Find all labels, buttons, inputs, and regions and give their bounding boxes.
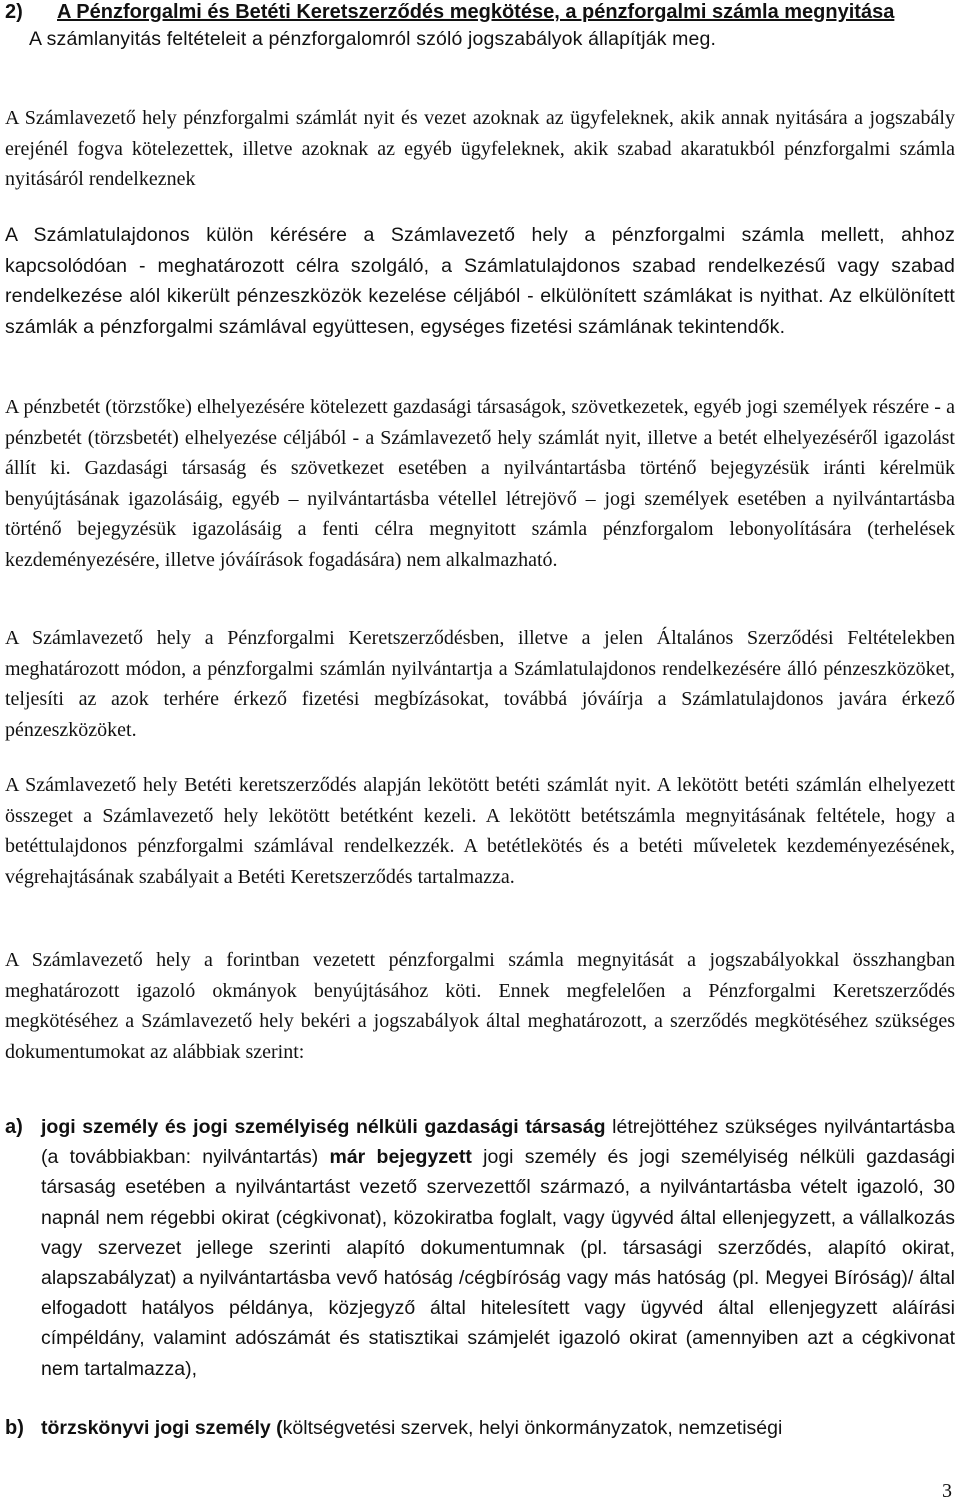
list-b-bold-1: törzskönyvi jogi személy ( xyxy=(41,1417,283,1439)
paragraph-7: A Számlavezető hely a forintban vezetett pénzforgalmi számla megnyitását a jogszabályokkal összhangban meghatározott igazoló okmányok benyújtásához köti. Ennek megfelelően a Pénzforgalmi Keretszerződés megkötéséhez a Számlavezető hely bekéri a jogszabályok által meghatározott, a szerződés megkötéséhez szükséges dokumentumokat az alábbiak szerint: xyxy=(5,949,955,1063)
section-heading xyxy=(5,0,894,24)
list-a-bold-1: jogi személy és jogi személyiség nélküli gazdasági társaság xyxy=(41,1116,606,1138)
list-a-text-2: jogi személy és jogi személyiség nélküli gazdasági társaság esetében a nyilvántartást vezető szervezettől származó, a nyilvántartásba vételt igazoló, 30 napnál nem régebbi okirat (cégkivonat), közokiratba foglalt, vagy ügyvéd által ellenjegyzett, a vállalkozás vagy szervezet jellege szerinti alapító dokumentumnak (pl. társasági szerződés, alapító okirat, alapszabályzat) a nyilvántartásba vevő hatóság /cégbíróság vagy más hatóság (pl. Megyei Bíróság)/ által elfogadott hatályos példánya, közjegyző által hitelesített vagy ügyvéd által ellenjegyzett aláírási címpéldány, valamint adószámát és statisztikai számjelét igazoló okirat (amennyiben azt a cégkivonat nem tartalmazza), xyxy=(41,1146,955,1380)
page-number: 3 xyxy=(942,1480,952,1502)
section-title: A Pénzforgalmi és Betéti Keretszerződés megkötése, a pénzforgalmi számla megnyitása xyxy=(57,1,895,23)
list-a-text-1: létrejöttéhez szükséges nyilvántartásba (a továbbiakban: nyilvántartás) xyxy=(41,1116,955,1169)
section-number: 2) xyxy=(5,1,23,23)
list-body-b xyxy=(41,1413,955,1443)
paragraph-1: A számlanyitás feltételeit a pénzforgalomról szóló jogszabályok állapítják meg. xyxy=(29,28,717,50)
list-body-a xyxy=(41,1112,955,1384)
list-a-bold-2: már bejegyzett xyxy=(329,1146,472,1169)
list-marker-b: b) xyxy=(5,1417,24,1439)
paragraph-3: A Számlatulajdonos külön kérésére a Számlavezető hely a pénzforgalmi számla mellett, ahhoz kapcsolódóan - meghatározott célra szolgáló, a Számlatulajdonos szabad rendelkezésű vagy szabad rendelkezése alól kikerült pénzeszközök kezelése céljából - elkülönített számlákat is nyithat. Az elkülönített számlák a pénzforgalmi számlával együttesen, egységes fizetési számlának tekintendők. xyxy=(5,224,955,338)
paragraph-6: A Számlavezető hely Betéti keretszerződés alapján lekötött betéti számlát nyit. A lekötött betéti számlán elhelyezett összeget a Számlavezető hely lekötött betétként kezeli. A lekötött betétszámla megnyitásának feltétele, hogy a betéttulajdonos pénzforgalmi számlával rendelkezzék. A betétlekötés és a betéti műveletek kezdeményezésének, végrehajtásának szabályait a Betéti Keretszerződés tartalmazza. xyxy=(5,774,955,888)
paragraph-5: A Számlavezető hely a Pénzforgalmi Keretszerződésben, illetve a jelen Általános Szerződési Feltételekben meghatározott módon, a pénzforgalmi számlán nyilvántartja a Számlatulajdonos rendelkezésére álló pénzeszközöket, teljesíti az azok terhére érkező fizetési megbízásokat, továbbá jóváírja a Számlatulajdonos javára érkező pénzeszközöket. xyxy=(5,627,955,741)
list-item-b xyxy=(5,1413,955,1443)
paragraph-2: A Számlavezető hely pénzforgalmi számlát nyit és vezet azoknak az ügyfeleknek, akik annak nyitására a jogszabály erejénél fogva kötelezettek, illetve azoknak az egyéb ügyfeleknek, akik szabad akaratukból pénzforgalmi számla nyitásáról rendelkeznek xyxy=(5,107,955,190)
list-item-a xyxy=(5,1112,955,1384)
list-marker-a: a) xyxy=(5,1116,23,1138)
paragraph-4: A pénzbetét (törzstőke) elhelyezésére kötelezett gazdasági társaságok, szövetkezetek, egyéb jogi személyek részére - a pénzbetét (törzsbetét) elhelyezése céljából - a Számlavezető hely számlát nyit, illetve a betét elhelyezéséről igazolást állít ki. Gazdasági társaság és szövetkezet esetében a nyilvántartásba történő bejegyzésük iránti kérelmük benyújtásának igazolásáig, egyéb – nyilvántartásba vétellel létrejövő – jogi személyek esetében a nyilvántartásba történő bejegyzésük igazolásáig a fenti célra megnyitott számla pénzforgalom lebonyolítására (terhelések kezdeményezésére, illetve jóváírások fogadására) nem alkalmazható. xyxy=(5,396,955,571)
list-b-text-1: költségvetési szervek, helyi önkormányzatok, nemzetiségi xyxy=(282,1417,783,1439)
